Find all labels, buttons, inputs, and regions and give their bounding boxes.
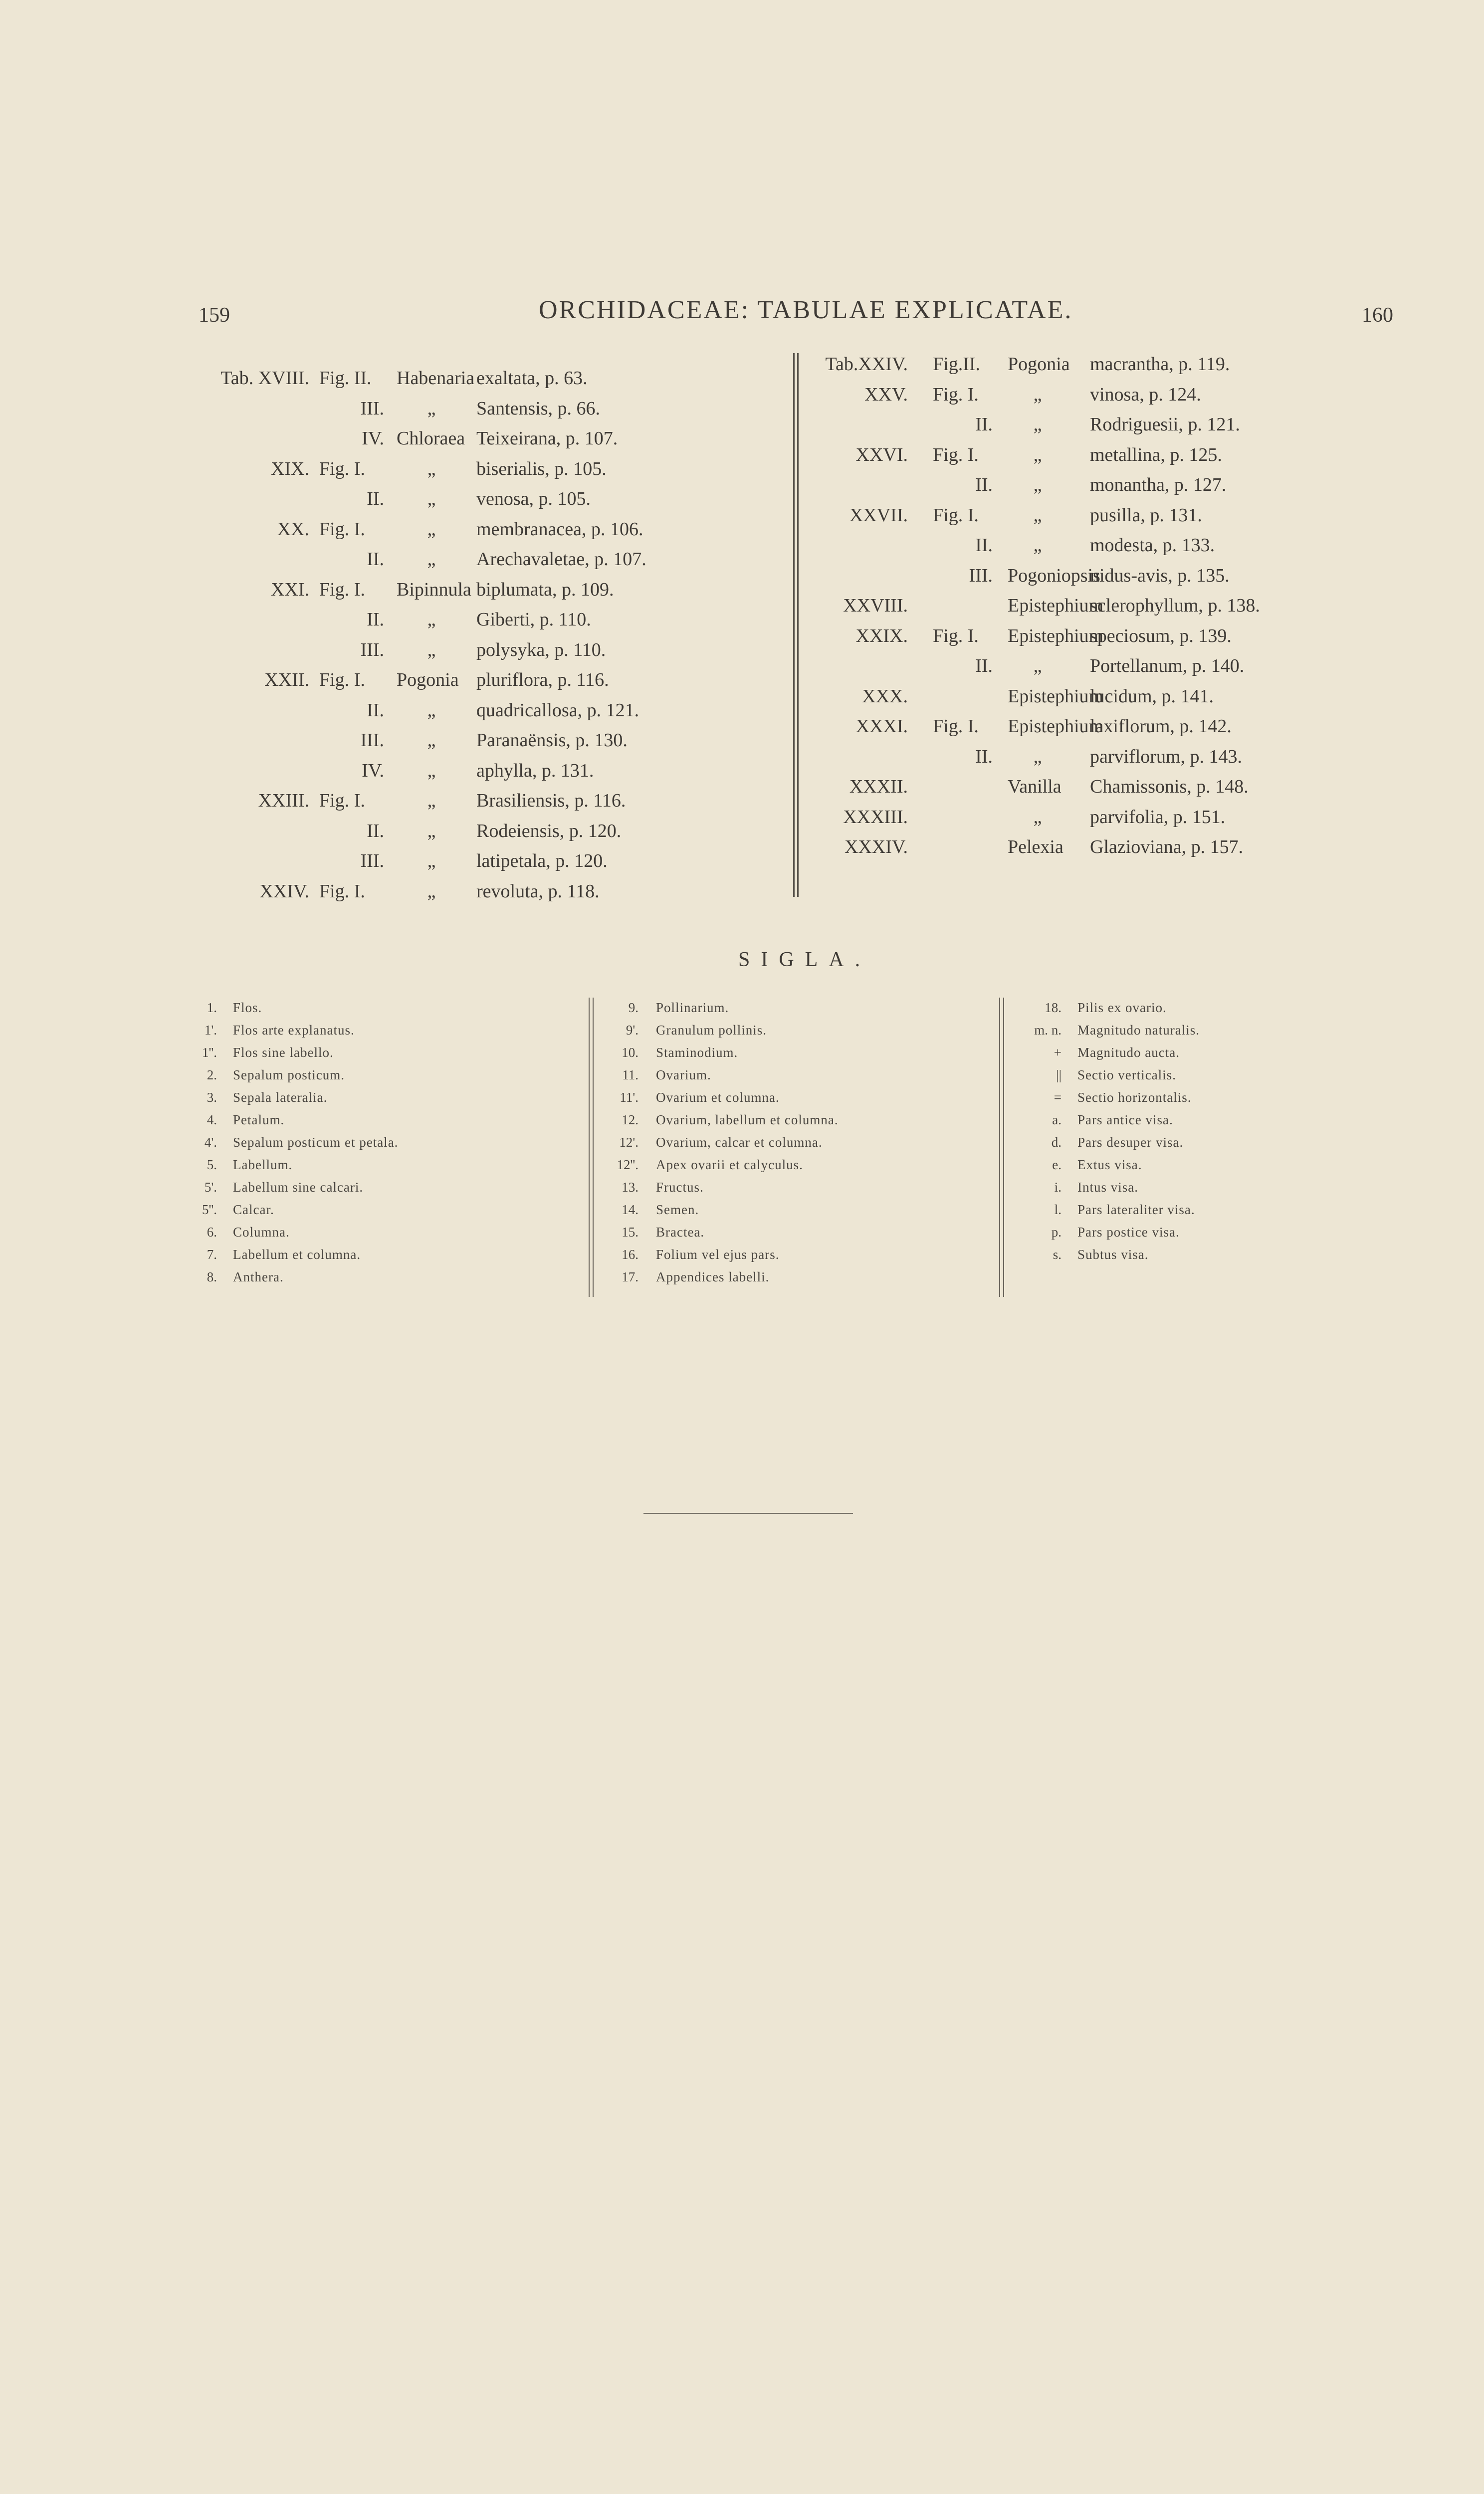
sigla-meaning: Flos arte explanatus. (233, 1023, 355, 1038)
plate-row (0, 651, 1347, 681)
sigla-meaning: Calcar. (233, 1202, 274, 1217)
sigla-item (0, 1199, 1447, 1221)
sigla-meaning: Ovarium et columna. (656, 1090, 780, 1105)
plate-row (0, 349, 1347, 379)
sigla-symbol: 5. (207, 1157, 217, 1172)
ditto-mark: „ (427, 488, 436, 509)
plate-number: XXII. (264, 669, 309, 690)
sub-figure-number: II. (367, 820, 384, 841)
sigla-meaning: Pars lateraliter visa. (1077, 1202, 1195, 1217)
genus-name: Pogonia (1008, 354, 1070, 375)
ditto-mark: „ (427, 880, 436, 902)
sigla-meaning: Labellum. (233, 1157, 293, 1172)
sigla-item (0, 1221, 1447, 1243)
bottom-rule (643, 1513, 853, 1514)
sigla-meaning: Sepalum posticum et petala. (233, 1135, 399, 1150)
species-entry: Santensis, p. 66. (476, 398, 601, 419)
genus-name: Bipinnula (397, 579, 471, 600)
sub-figure-number: II. (367, 609, 384, 630)
plate-number: XXVI. (855, 444, 908, 465)
sigla-meaning: Magnitudo naturalis. (1077, 1023, 1200, 1038)
species-entry: metallina, p. 125. (1090, 444, 1222, 465)
figure-number: Fig.II. (933, 354, 980, 375)
figure-number: Fig. I. (319, 880, 365, 902)
sigla-symbol: 12'. (619, 1135, 638, 1150)
sigla-meaning: Pars postice visa. (1077, 1225, 1180, 1240)
sigla-symbol: + (1054, 1045, 1061, 1060)
sub-figure-number: III. (360, 398, 384, 419)
species-entry: vinosa, p. 124. (1090, 384, 1201, 405)
ditto-mark: „ (1033, 414, 1042, 435)
species-entry: macrantha, p. 119. (1090, 354, 1230, 375)
sigla-symbol: || (1056, 1067, 1061, 1082)
sigla-symbol: 18. (1045, 1000, 1061, 1015)
species-entry: latipetala, p. 120. (476, 850, 608, 871)
sigla-item (0, 1041, 1447, 1063)
species-entry: Paranaënsis, p. 130. (476, 730, 628, 751)
sigla-symbol: 6. (207, 1225, 217, 1240)
species-entry: revoluta, p. 118. (476, 880, 600, 902)
sigla-meaning: Sepalum posticum. (233, 1067, 345, 1082)
species-entry: Portellanum, p. 140. (1090, 655, 1245, 676)
ditto-mark: „ (1033, 444, 1042, 465)
sub-figure-number: II. (975, 535, 993, 556)
sigla-meaning: Ovarium, labellum et columna. (656, 1112, 839, 1127)
sigla-symbol: 14. (622, 1202, 638, 1217)
sigla-item (0, 1176, 1447, 1198)
species-entry: nidus-avis, p. 135. (1090, 565, 1230, 586)
species-entry: polysyka, p. 110. (476, 639, 606, 660)
species-entry: parviflorum, p. 143. (1090, 746, 1243, 767)
plate-number: XXXIV. (844, 836, 908, 857)
species-entry: Chamissonis, p. 148. (1090, 776, 1249, 797)
species-entry: exaltata, p. 63. (476, 368, 588, 389)
sigla-meaning: Apex ovarii et calyculus. (656, 1157, 803, 1172)
sigla-meaning: Pars desuper visa. (1077, 1135, 1184, 1150)
sigla-meaning: Petalum. (233, 1112, 285, 1127)
sigla-meaning: Flos sine labello. (233, 1045, 334, 1060)
plate-row (0, 621, 1347, 651)
ditto-mark: „ (427, 609, 436, 630)
sigla-symbol: 12''. (617, 1157, 638, 1172)
sigla-symbol: a. (1052, 1112, 1061, 1127)
figure-number: Fig. I. (933, 504, 979, 526)
figure-number: Fig. I. (933, 384, 979, 405)
species-entry: laxiflorum, p. 142. (1090, 716, 1232, 737)
sigla-symbol: i. (1054, 1180, 1061, 1195)
sigla-meaning: Granulum pollinis. (656, 1023, 767, 1038)
sigla-symbol: p. (1051, 1225, 1061, 1240)
species-entry: biserialis, p. 105. (476, 458, 607, 479)
ditto-mark: „ (1033, 535, 1042, 556)
sigla-symbol: m. n. (1034, 1023, 1061, 1038)
genus-name: Epistephium (1008, 716, 1104, 737)
plate-row (0, 530, 1347, 560)
species-entry: membranacea, p. 106. (476, 518, 643, 540)
plate-number: XXVIII. (843, 595, 908, 616)
plate-row (0, 440, 1347, 470)
sigla-meaning: Folium vel ejus pars. (656, 1247, 780, 1262)
plate-row (0, 500, 1347, 530)
figure-number: Fig. I. (319, 579, 365, 600)
genus-name: Epistephium (1008, 685, 1104, 707)
sub-figure-number: II. (367, 488, 384, 509)
sigla-item (0, 997, 1447, 1019)
ditto-mark: „ (427, 850, 436, 871)
page-number-left: 159 (199, 304, 230, 327)
species-entry: sclerophyllum, p. 138. (1090, 595, 1260, 616)
species-entry: venosa, p. 105. (476, 488, 591, 509)
species-entry: quadricallosa, p. 121. (476, 699, 639, 721)
sub-figure-number: II. (367, 549, 384, 570)
plate-row (0, 681, 1347, 711)
sigla-item (0, 1266, 1447, 1288)
sigla-symbol: 17. (622, 1269, 638, 1284)
ditto-mark: „ (427, 760, 436, 781)
species-entry: modesta, p. 133. (1090, 535, 1215, 556)
ditto-mark: „ (1033, 384, 1042, 405)
plate-row (0, 561, 1347, 591)
sigla-meaning: Extus visa. (1077, 1157, 1142, 1172)
ditto-mark: „ (427, 699, 436, 721)
species-entry: lucidum, p. 141. (1090, 685, 1214, 707)
figure-number: Fig. I. (319, 458, 365, 479)
sigla-meaning: Pars antice visa. (1077, 1112, 1173, 1127)
plate-number: XXVII. (849, 504, 908, 526)
plate-row (0, 711, 1347, 741)
sigla-meaning: Pilis ex ovario. (1077, 1000, 1167, 1015)
ditto-mark: „ (1033, 746, 1042, 767)
species-entry: monantha, p. 127. (1090, 474, 1227, 495)
species-entry: aphylla, p. 131. (476, 760, 594, 781)
ditto-mark: „ (427, 398, 436, 419)
sub-figure-number: IV. (362, 428, 384, 449)
sigla-symbol: 1'. (204, 1023, 217, 1038)
genus-name: Pelexia (1008, 836, 1063, 857)
species-entry: Arechavaletae, p. 107. (476, 549, 646, 570)
sigla-meaning: Ovarium. (656, 1067, 711, 1082)
sigla-symbol: = (1054, 1090, 1061, 1105)
sub-figure-number: III. (360, 850, 384, 871)
running-title: ORCHIDACEAE: TABULAE EXPLICATAE. (539, 296, 1073, 324)
page-number-right: 160 (1362, 304, 1393, 327)
sigla-meaning: Appendices labelli. (656, 1269, 770, 1284)
species-entry: Brasiliensis, p. 116. (476, 790, 626, 811)
sub-figure-number: II. (975, 474, 993, 495)
sigla-symbol: 11. (622, 1067, 638, 1082)
plate-number: XXX. (862, 685, 908, 707)
genus-name: Vanilla (1008, 776, 1061, 797)
species-entry: pluriflora, p. 116. (476, 669, 609, 690)
sigla-meaning: Flos. (233, 1000, 262, 1015)
sigla-symbol: 4'. (204, 1135, 217, 1150)
ditto-mark: „ (1033, 655, 1042, 676)
genus-name: Epistephium (1008, 595, 1104, 616)
sigla-symbol: 8. (207, 1269, 217, 1284)
sigla-symbol: d. (1051, 1135, 1061, 1150)
species-entry: Rodeiensis, p. 120. (476, 820, 622, 841)
sigla-meaning: Sectio verticalis. (1077, 1067, 1176, 1082)
plate-number: XXIX. (855, 625, 908, 646)
sigla-meaning: Staminodium. (656, 1045, 738, 1060)
sigla-meaning: Subtus visa. (1077, 1247, 1149, 1262)
sigla-meaning: Labellum sine calcari. (233, 1180, 364, 1195)
species-entry: Giberti, p. 110. (476, 609, 591, 630)
sigla-symbol: e. (1052, 1157, 1061, 1172)
sigla-symbol: 5''. (202, 1202, 217, 1217)
plate-number: XX. (277, 518, 309, 540)
sigla-symbol: 11'. (620, 1090, 638, 1105)
sigla-symbol: 7. (207, 1247, 217, 1262)
sigla-item (0, 1131, 1447, 1153)
genus-name: Pogonia (397, 669, 459, 690)
sigla-meaning: Sectio horizontalis. (1077, 1090, 1192, 1105)
genus-name: Chloraea (397, 428, 465, 449)
sigla-symbol: 1. (207, 1000, 217, 1015)
sigla-meaning: Columna. (233, 1225, 290, 1240)
sigla-meaning: Magnitudo aucta. (1077, 1045, 1180, 1060)
sub-figure-number: II. (975, 655, 993, 676)
plate-number: XXIII. (258, 790, 309, 811)
plate-number: XXI. (270, 579, 309, 600)
sub-figure-number: II. (975, 746, 993, 767)
plate-row (0, 380, 1347, 410)
plate-row (0, 876, 778, 906)
sigla-meaning: Ovarium, calcar et columna. (656, 1135, 823, 1150)
species-entry: Glazioviana, p. 157. (1090, 836, 1244, 857)
sigla-meaning: Sepala lateralia. (233, 1090, 328, 1105)
species-entry: Rodriguesii, p. 121. (1090, 414, 1240, 435)
sigla-item (0, 1064, 1447, 1086)
sigla-symbol: l. (1054, 1202, 1061, 1217)
species-entry: Teixeirana, p. 107. (476, 428, 618, 449)
ditto-mark: „ (1033, 806, 1042, 828)
sigla-symbol: 12. (622, 1112, 638, 1127)
species-entry: biplumata, p. 109. (476, 579, 614, 600)
plate-row (0, 742, 1347, 772)
sigla-item (0, 1109, 1447, 1131)
sigla-item (0, 1154, 1447, 1176)
ditto-mark: „ (427, 639, 436, 660)
plate-row (0, 832, 1347, 862)
species-entry: pusilla, p. 131. (1090, 504, 1202, 526)
plate-number: XXV. (864, 384, 908, 405)
plate-row (0, 591, 1347, 621)
figure-number: Fig. I. (933, 625, 979, 646)
figure-number: Fig. I. (319, 669, 365, 690)
sub-figure-number: II. (367, 699, 384, 721)
ditto-mark: „ (427, 518, 436, 540)
sigla-symbol: 15. (622, 1225, 638, 1240)
plate-row (0, 470, 1347, 500)
ditto-mark: „ (427, 820, 436, 841)
sigla-symbol: 4. (207, 1112, 217, 1127)
ditto-mark: „ (427, 549, 436, 570)
sigla-symbol: 9. (628, 1000, 638, 1015)
plate-number: XXIV. (259, 880, 309, 902)
ditto-mark: „ (427, 790, 436, 811)
sigla-item (0, 1086, 1447, 1108)
sigla-meaning: Intus visa. (1077, 1180, 1138, 1195)
genus-name: Habenaria (397, 368, 475, 389)
sub-figure-number: III. (969, 565, 993, 586)
plate-number: XIX. (270, 458, 309, 479)
figure-number: Fig. II. (319, 368, 372, 389)
species-entry: parvifolia, p. 151. (1090, 806, 1226, 828)
sub-figure-number: II. (975, 414, 993, 435)
sub-figure-number: III. (360, 639, 384, 660)
sigla-meaning: Pollinarium. (656, 1000, 729, 1015)
sigla-symbol: 5'. (204, 1180, 217, 1195)
sigla-meaning: Anthera. (233, 1269, 284, 1284)
plate-number: XXXIII. (843, 806, 908, 828)
sigla-meaning: Fructus. (656, 1180, 704, 1195)
plate-row (0, 772, 1347, 802)
sigla-item (0, 1019, 1447, 1041)
genus-name: Epistephium (1008, 625, 1104, 646)
sigla-meaning: Semen. (656, 1202, 699, 1217)
sub-figure-number: III. (360, 730, 384, 751)
sigla-symbol: 1''. (202, 1045, 217, 1060)
ditto-mark: „ (427, 730, 436, 751)
sigla-item (0, 1244, 1447, 1265)
sigla-symbol: 13. (622, 1180, 638, 1195)
ditto-mark: „ (1033, 504, 1042, 526)
species-entry: speciosum, p. 139. (1090, 625, 1232, 646)
genus-name: Pogoniopsis (1008, 565, 1100, 586)
plate-number: XXXII. (849, 776, 908, 797)
sigla-title: SIGLA. (738, 948, 871, 971)
sigla-symbol: 2. (207, 1067, 217, 1082)
sigla-symbol: 16. (622, 1247, 638, 1262)
plate-number: Tab.XXIV. (825, 354, 908, 375)
sigla-meaning: Bractea. (656, 1225, 705, 1240)
sigla-meaning: Labellum et columna. (233, 1247, 361, 1262)
figure-number: Fig. I. (933, 716, 979, 737)
figure-number: Fig. I. (319, 518, 365, 540)
sigla-symbol: 10. (622, 1045, 638, 1060)
plate-row (0, 410, 1347, 439)
figure-number: Fig. I. (319, 790, 365, 811)
sigla-symbol: 9'. (626, 1023, 638, 1038)
sigla-symbol: s. (1053, 1247, 1061, 1262)
plate-number: Tab. XVIII. (220, 368, 309, 389)
plate-number: XXXI. (855, 716, 908, 737)
ditto-mark: „ (427, 458, 436, 479)
ditto-mark: „ (1033, 474, 1042, 495)
figure-number: Fig. I. (933, 444, 979, 465)
plate-row (0, 802, 1347, 832)
sub-figure-number: IV. (362, 760, 384, 781)
sigla-symbol: 3. (207, 1090, 217, 1105)
